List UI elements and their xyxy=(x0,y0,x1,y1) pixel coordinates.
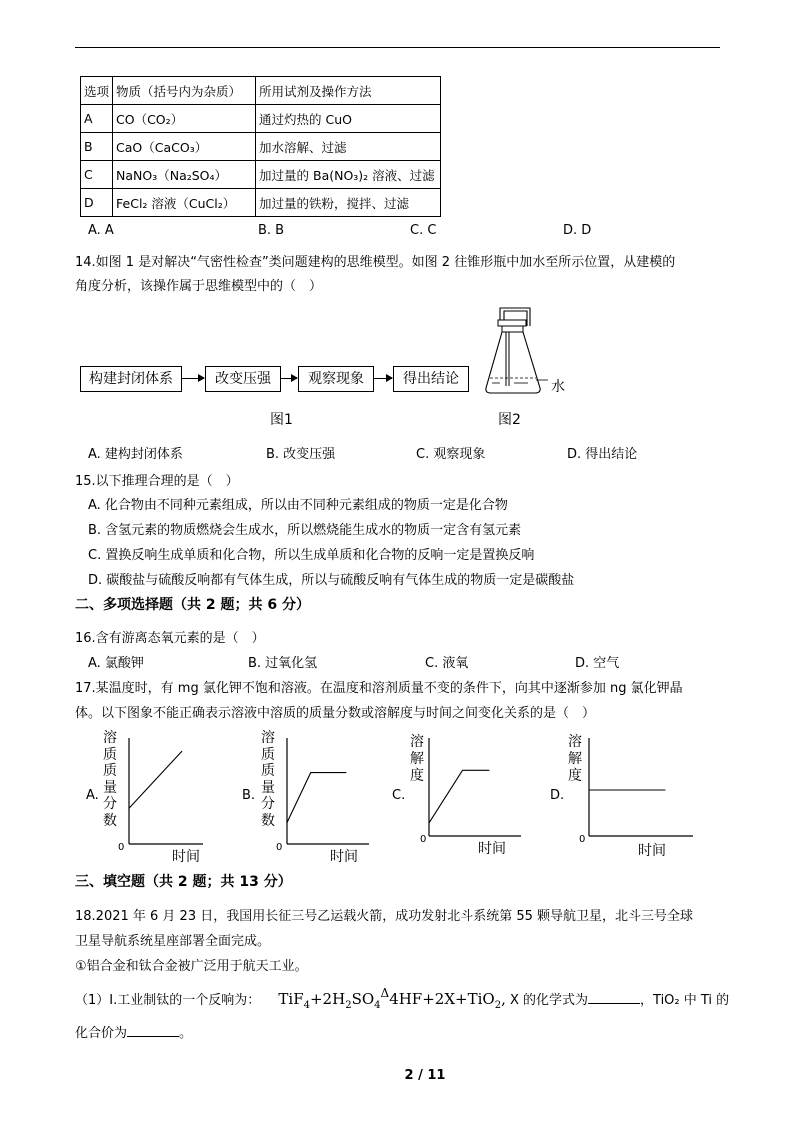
q18-subheading: ①铝合金和钛合金被广泛用于航天工业。 xyxy=(75,959,308,974)
chart-ylabel-char: 解 xyxy=(568,751,582,767)
chart-ylabel-char: 溶 xyxy=(103,730,117,746)
q14-choice-b[interactable]: B. 改变压强 xyxy=(266,447,336,462)
q16-choice-a[interactable]: A. 氯酸钾 xyxy=(88,656,144,671)
answer-blank-valence[interactable] xyxy=(127,1024,179,1037)
heat-symbol: Δ xyxy=(380,986,390,1000)
chart-ylabel-char: 质 xyxy=(261,763,275,779)
q18-part1-line xyxy=(75,986,730,1011)
q16-choice-d[interactable]: D. 空气 xyxy=(575,656,620,671)
q18-stem-line1: 18.2021 年 6 月 23 日，我国用长征三号乙运载火箭，成功发射北斗系统第 55 颗导航卫星，北斗三号全球 xyxy=(75,909,694,924)
chart-series-line xyxy=(429,770,489,823)
q15-option-a[interactable]: A. 化合物由不同种元素组成，所以由不同种元素组成的物质一定是化合物 xyxy=(88,498,508,513)
q14-stem-line1: 14.如图 1 是对解决“气密性检查”类问题建构的思维模型。如图 2 往锥形瓶中加水至所示位置，从建模的 xyxy=(75,255,676,270)
chart-option-label: C. xyxy=(392,788,406,803)
flow-box-observe: 观察现象 xyxy=(298,366,374,392)
table-cell: 加过量的 Ba(NO₃)₂ 溶液、过滤 xyxy=(256,161,441,189)
chart-series-line xyxy=(129,751,182,808)
q18-part1-valence-label: 化合价为 xyxy=(75,1026,128,1041)
section-heading-fill-in: 三、填空题（共 2 题；共 13 分） xyxy=(75,874,292,890)
formula-part: +2H xyxy=(309,990,346,1008)
chart-ylabel-char: 解 xyxy=(410,751,424,767)
chart-origin-label: 0 xyxy=(579,834,586,845)
q14-choice-c[interactable]: C. 观察现象 xyxy=(416,447,486,462)
q18-part1-end: ，TiO₂ 中 Ti 的 xyxy=(640,993,730,1008)
chart-xlabel: 时间 xyxy=(478,841,506,857)
q13-choice-a[interactable]: A. A xyxy=(88,223,114,238)
chart-ylabel xyxy=(261,730,277,829)
table-cell: FeCl₂ 溶液（CuCl₂） xyxy=(113,189,256,217)
table-header-cell: 所用试剂及操作方法 xyxy=(256,77,441,105)
q17-stem-line2: 体。以下图象不能正确表示溶液中溶质的质量分数或溶解度与时间之间变化关系的是（ ） xyxy=(75,706,596,721)
q16-choice-c[interactable]: C. 液氧 xyxy=(425,656,469,671)
flow-box-pressure: 改变压强 xyxy=(205,366,281,392)
chart-ylabel-char: 数 xyxy=(261,812,275,829)
table-cell: 加水溶解、过滤 xyxy=(256,133,441,161)
flow-arrow-icon xyxy=(373,378,392,379)
chart-xlabel: 时间 xyxy=(172,849,200,865)
water-label: 水 xyxy=(551,379,565,395)
table-cell: D xyxy=(81,189,113,217)
chart-ylabel-char: 质 xyxy=(103,763,117,779)
flow-box-build: 构建封闭体系 xyxy=(80,366,182,392)
header-rule xyxy=(75,47,720,48)
q18-part1-prefix: （1）I.工业制钛的一个反响为： xyxy=(75,993,261,1008)
chart-origin-label: 0 xyxy=(420,834,427,845)
table-header-row xyxy=(81,77,441,105)
chart-option-a[interactable] xyxy=(84,726,204,866)
chart-option-b[interactable] xyxy=(240,726,370,866)
formula-part: SO xyxy=(351,990,375,1008)
chart-origin-label: 0 xyxy=(118,842,125,853)
chart-ylabel-char: 量 xyxy=(261,779,275,796)
chart-plot xyxy=(128,736,204,846)
q15-option-b[interactable]: B. 含氢元素的物质燃烧会生成水，所以燃烧能生成水的物质一定含有氢元素 xyxy=(88,523,522,538)
chart-xlabel: 时间 xyxy=(330,849,358,865)
table-cell: C xyxy=(81,161,113,189)
formula-part: 4HF+2X+TiO xyxy=(389,990,495,1008)
chart-ylabel xyxy=(568,734,584,785)
flow-arrow-icon xyxy=(280,378,297,379)
q15-stem: 15.以下推理合理的是（ ） xyxy=(75,474,239,489)
table-cell: 加过量的铁粉，搅拌、过滤 xyxy=(256,189,441,217)
chart-ylabel xyxy=(410,734,426,785)
q17-stem-line1: 17.某温度时，有 mg 氯化钾不饱和溶液。在温度和溶剂质量不变的条件下，向其中逐渐参加 ng 氯化钾晶 xyxy=(75,681,683,696)
chart-ylabel-char: 溶 xyxy=(261,730,275,746)
chart-series-line xyxy=(287,773,346,823)
chart-ylabel-char: 质 xyxy=(261,746,275,763)
table-header-cell: 选项 xyxy=(81,77,113,105)
table-cell: CO（CO₂） xyxy=(113,105,256,133)
section-heading-multiple-choice: 二、多项选择题（共 2 题；共 6 分） xyxy=(75,597,310,613)
table-cell: NaNO₃（Na₂SO₄） xyxy=(113,161,256,189)
q16-choice-b[interactable]: B. 过氧化氢 xyxy=(248,656,318,671)
q18-part1-line2 xyxy=(75,1022,192,1041)
q18-part1-mid: X 的化学式为 xyxy=(509,993,589,1008)
chart-ylabel-char: 溶 xyxy=(568,734,582,750)
flow-arrow-icon xyxy=(181,378,204,379)
q18-part1-period: 。 xyxy=(179,1026,193,1041)
q13-choice-c[interactable]: C. C xyxy=(410,223,437,238)
chart-origin-label: 0 xyxy=(276,842,283,853)
chart-plot xyxy=(588,736,694,838)
chart-ylabel-char: 量 xyxy=(103,779,117,796)
chart-option-d[interactable] xyxy=(548,726,694,866)
q16-stem: 16.含有游离态氧元素的是（ ） xyxy=(75,631,265,646)
chart-ylabel-char: 质 xyxy=(103,746,117,763)
table-cell: B xyxy=(81,133,113,161)
fig2-caption: 图2 xyxy=(498,412,521,428)
q13-table xyxy=(80,76,441,217)
chart-ylabel xyxy=(103,730,119,829)
chart-ylabel-char: 分 xyxy=(103,796,117,812)
chart-ylabel-char: 度 xyxy=(410,768,424,784)
chart-option-c[interactable] xyxy=(392,726,522,866)
formula-part: , xyxy=(501,990,506,1008)
table-cell: 通过灼热的 CuO xyxy=(256,105,441,133)
q18-stem-line2: 卫星导航系统星座部署全面完成。 xyxy=(75,934,271,949)
chart-ylabel-char: 分 xyxy=(261,796,275,812)
formula-part: TiF xyxy=(278,990,304,1008)
table-cell: A xyxy=(81,105,113,133)
answer-blank-formula[interactable] xyxy=(588,991,640,1004)
q14-stem-line2: 角度分析，该操作属于思维模型中的（ ） xyxy=(75,279,323,294)
flow-box-conclude: 得出结论 xyxy=(393,366,469,392)
chart-plot xyxy=(428,736,522,838)
q15-option-d[interactable]: D. 碳酸盐与硫酸反响都有气体生成，所以与硫酸反响有气体生成的物质一定是碳酸盐 xyxy=(88,573,575,588)
reaction-equation: $TiF_4+2H_2SO_4^\Delta 4HF+2X+TiO_2$, xyxy=(278,986,506,1011)
table-row xyxy=(81,189,441,217)
table-cell: CaO（CaCO₃） xyxy=(113,133,256,161)
q15-option-c[interactable]: C. 置换反响生成单质和化合物，所以生成单质和化合物的反响一定是置换反响 xyxy=(88,548,535,563)
table-row xyxy=(81,133,441,161)
chart-ylabel-char: 度 xyxy=(568,768,582,784)
table-row xyxy=(81,105,441,133)
page-number: 2 / 11 xyxy=(404,1068,446,1083)
chart-option-label: B. xyxy=(242,788,256,803)
chart-xlabel: 时间 xyxy=(638,843,666,859)
q14-choice-a[interactable]: A. 建构封闭体系 xyxy=(88,447,183,462)
chart-plot xyxy=(286,736,370,846)
chart-option-label: A. xyxy=(86,788,99,803)
q13-choice-b[interactable]: B. B xyxy=(258,223,285,238)
table-header-cell: 物质（括号内为杂质） xyxy=(113,77,256,105)
q13-choice-d[interactable]: D. D xyxy=(563,223,592,238)
table-row xyxy=(81,161,441,189)
fig1-caption: 图1 xyxy=(270,412,293,428)
chart-option-label: D. xyxy=(550,788,565,803)
q14-choice-d[interactable]: D. 得出结论 xyxy=(567,447,638,462)
chart-ylabel-char: 溶 xyxy=(410,734,424,750)
chart-ylabel-char: 数 xyxy=(103,812,117,829)
